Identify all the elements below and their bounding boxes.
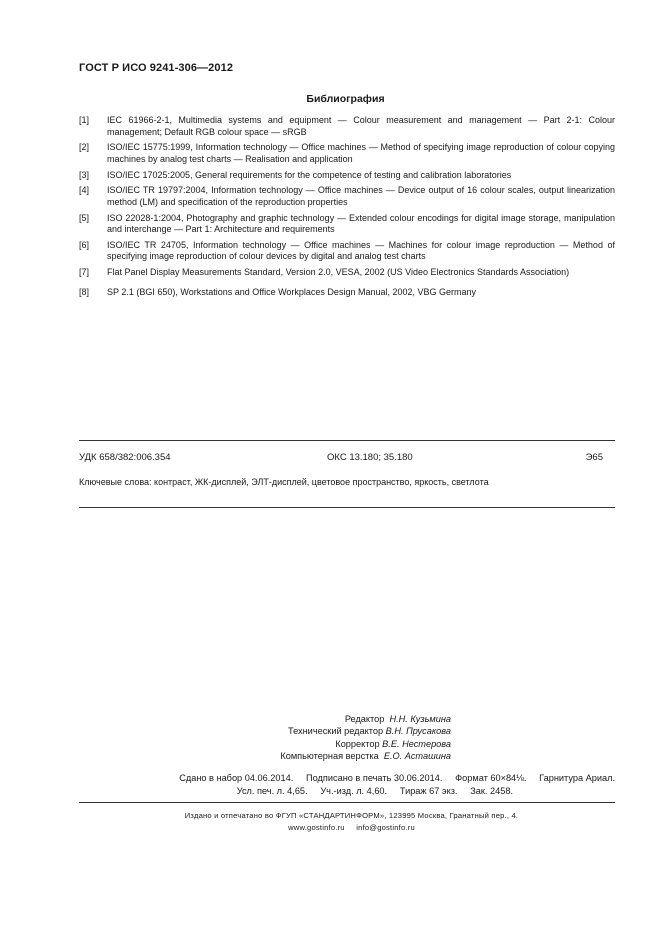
credit-proofreader — [79, 738, 451, 750]
reference-number: [1] — [79, 115, 90, 125]
reference-text: IEC 61966-2-1, Multimedia systems and equipment — Colour measurement and management — Part 2-1: Colour management; Default RGB colour space — sRGB — [107, 115, 615, 137]
reference-item — [79, 170, 615, 182]
reference-item — [79, 142, 615, 165]
print-info-line-1: Сдано в набор 04.06.2014. Подписано в печать 30.06.2014. Формат 60×84⅛. Гарнитура Ариал. — [179, 773, 615, 783]
reference-list — [79, 115, 615, 303]
udk-code: УДК 658/382:006.354 — [79, 452, 171, 463]
credit-person: Н.Н. Кузьмина — [389, 714, 451, 724]
reference-number: [5] — [79, 212, 90, 223]
reference-text: SP 2.1 (BGI 650), Workstations and Office Workplaces Design Manual, 2002, VBG Germany — [107, 286, 477, 297]
reference-number: [2] — [79, 142, 90, 153]
reference-number: [6] — [79, 239, 90, 250]
reference-text: Flat Panel Display Measurements Standard, Version 2.0, VESA, 2002 (US Video Electronics Standards Association) — [107, 267, 570, 278]
reference-item — [79, 240, 615, 263]
credit-role: Редактор — [344, 714, 385, 724]
credit-role: Компьютерная верстка — [280, 750, 379, 761]
reference-item — [79, 213, 615, 236]
reference-item — [79, 115, 615, 138]
credit-role: Технический редактор — [288, 726, 384, 737]
credits-block — [79, 713, 451, 762]
reference-text: ISO/IEC 15775:1999, Information technology — Office machines — Method of specifying image reproduction of colour copying machines by analog test charts — Realisation and application — [107, 142, 615, 164]
reference-text: ISO/IEC TR 19797:2004, Information technology — Office machines — Device output of 16 colour scales, output linearization method (LM) and specification of the reproduction properties — [107, 185, 615, 207]
reference-item — [79, 267, 615, 279]
credit-tech-editor — [79, 725, 451, 737]
reference-number: [4] — [79, 185, 90, 196]
reference-number: [8] — [79, 286, 90, 297]
credit-role: Корректор — [335, 738, 380, 749]
bibliography-title: Библиография — [306, 93, 385, 105]
credit-editor — [79, 713, 451, 725]
reference-number: [7] — [79, 267, 90, 278]
oks-code: ОКС 13.180; 35.180 — [327, 452, 413, 463]
credit-layout — [79, 750, 451, 762]
bottom-divider — [79, 507, 615, 508]
publisher-contacts: www.gostinfo.ru info@gostinfo.ru — [288, 822, 415, 832]
reference-item — [79, 287, 615, 299]
keywords: Ключевые слова: контраст, ЖК-дисплей, ЭЛТ-дисплей, цветовое пространство, яркость, светлота — [79, 477, 489, 487]
credit-person: В.Е. Нестерова — [382, 738, 451, 749]
reference-text: ISO/IEC 17025:2005, General requirements for the competence of testing and calibration laboratories — [107, 169, 512, 180]
print-info — [79, 772, 615, 798]
print-info-line-2: Усл. печ. л. 4,65. Уч.-изд. л. 4,60. Тираж 67 экз. Зак. 2458. — [236, 786, 513, 796]
top-divider — [79, 440, 615, 441]
reference-text: ISO 22028-1:2004, Photography and graphic technology — Extended colour encodings for digital image storage, manipulation and interchange — Part 1: Architecture and requirements — [107, 212, 615, 235]
reference-item — [79, 185, 615, 208]
reference-number: [3] — [79, 169, 90, 180]
credit-person: Е.О. Асташина — [383, 750, 451, 761]
publisher-address: Издано и отпечатано во ФГУП «СТАНДАРТИНФОРМ», 123995 Москва, Гранатный пер., 4. — [184, 811, 519, 820]
reference-text: ISO/IEC TR 24705, Information technology — Office machines — Machines for colour image reproduction — Method of specifying image reproduction of colour devices by digital and analog test charts — [107, 239, 615, 262]
credit-person: В.Н. Прусакова — [385, 726, 451, 737]
footer-divider — [79, 802, 615, 803]
okstu-code: Э65 — [585, 452, 603, 463]
standard-designation: ГОСТ Р ИСО 9241-306—2012 — [79, 62, 234, 74]
publisher-footer — [79, 810, 624, 833]
